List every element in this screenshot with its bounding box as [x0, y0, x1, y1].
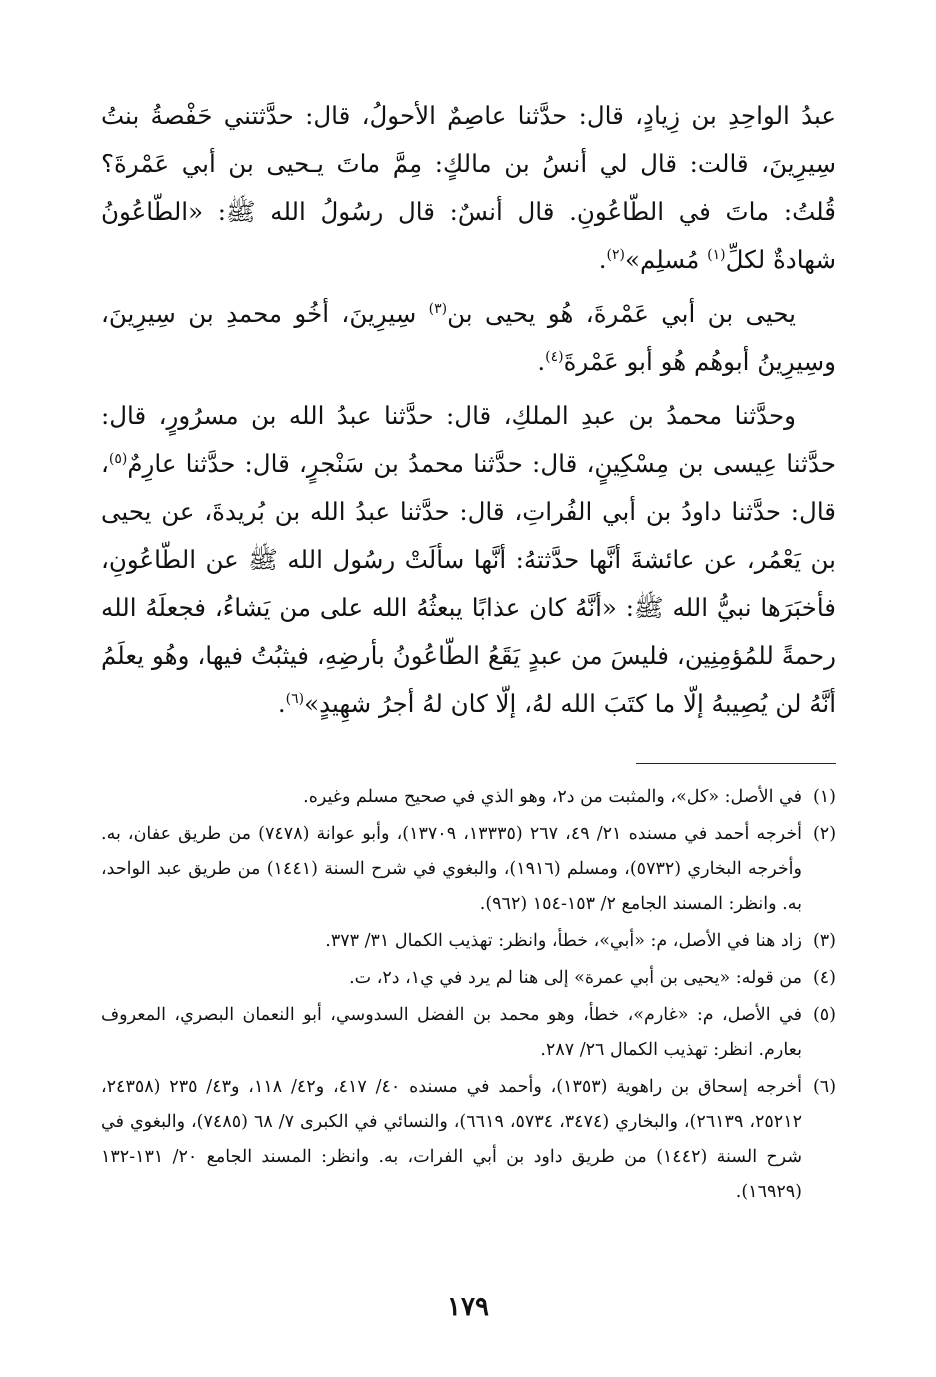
paragraph-2 [101, 290, 836, 386]
paragraph-2-text-b: سِيرِينَ، أخُو محمدِ بن سِيرِينَ، وسِيرِينُ أبوهُم هُو أبو عَمْرةَ [101, 299, 836, 376]
page-number: ١٧٩ [447, 1292, 489, 1322]
paragraph-3-text-c: . [277, 689, 286, 718]
footnote-1-text: في الأصل: «كل»، والمثبت من د٢، وهو الذي في صحيح مسلم وغيره. [303, 787, 802, 807]
footnote-ref-2: (٢) [606, 246, 625, 263]
footnote-ref-3: (٣) [428, 300, 448, 317]
footnote-4 [101, 961, 836, 996]
footnote-3-text: زاد هنا في الأصل، م: «أبي»، خطأ، وانظر: تهذيب الكمال ٣١/ ٣٧٣. [325, 931, 802, 951]
footnote-separator [636, 763, 836, 764]
footnote-4-number: (٤) [812, 968, 836, 988]
paragraph-3-text-b: ، قال: حدَّثنا داودُ بن أبي الفُراتِ، قال: حدَّثنا عبدُ الله بن بُريدةَ، عن يحيى بن يَعْمُر، عن عائشةَ أنَّها حدَّثتهُ: أنَّها سألَتْ رسُول الله ﷺ عن الطّاعُونِ، فأخبَرَها نبيُّ الله ﷺ: «أنَّهُ كان عذابًا يبعثُهُ الله على من يَشاءُ، فجعلَهُ الله رحمةً للمُؤمِنِين، فليسَ من عبدٍ يَقَعُ الطّاعُونُ بأرضِهِ، فيثبُتُ فيها، وهُو يعلَمُ أنَّهُ لن يُصِيبهُ إلّا ما كتَبَ الله لهُ، إلّا كان لهُ أجرُ شهِيدٍ» [101, 449, 836, 718]
footnote-ref-1: (١) [707, 246, 726, 263]
paragraph-2-text-c: . [537, 347, 546, 376]
paragraph-1 [101, 92, 836, 284]
footnote-ref-6: (٦) [285, 690, 305, 707]
footnote-2 [101, 817, 836, 922]
footnote-ref-5: (٥) [108, 450, 128, 467]
footnote-3 [101, 924, 836, 959]
paragraph-2-text-a: يحيى بن أبي عَمْرةَ، هُو يحيى بن [447, 299, 796, 328]
paragraph-3 [101, 392, 836, 728]
footnote-5-text: في الأصل، م: «غارم»، خطأ، وهو محمد بن الفضل السدوسي، أبو النعمان البصري، المعروف بعارم. انظر: تهذيب الكمال ٢٦/ ٢٨٧. [101, 1005, 802, 1060]
footnotes [101, 780, 836, 1212]
paragraph-3-text-a: وحدَّثنا محمدُ بن عبدِ الملكِ، قال: حدَّثنا عبدُ الله بن مسرُورٍ، قال: حدَّثنا عِيسى بن مِسْكِينٍ، قال: حدَّثنا محمدُ بن سَنْجرٍ، قال: حدَّثنا عارِمٌ [101, 401, 836, 478]
footnote-4-text: من قوله: «يحيى بن أبي عمرة» إلى هنا لم يرد في ي١، د٢، ت. [349, 968, 802, 988]
footnote-ref-4: (٤) [545, 348, 564, 365]
footnote-2-text: أخرجه أحمد في مسنده ٢١/ ٤٩، ٢٦٧ (١٣٣٣٥، ١٣٧٠٩)، وأبو عوانة (٧٤٧٨) من طريق عفان، به. وأخرجه البخاري (٥٧٣٢)، ومسلم (١٩١٦)، والبغوي في شرح السنة (١٤٤١) من طريق عبد الواحد، به. وانظر: المسند الجامع ٢/ ١٥٣-١٥٤ (٩٦٢). [101, 824, 803, 914]
footnote-2-number: (٢) [812, 824, 837, 844]
footnote-6 [101, 1070, 836, 1210]
paragraph-1-text-b: مُسلِم» [624, 245, 708, 274]
footnote-1 [101, 780, 836, 815]
paragraph-1-text-a: عبدُ الواحِدِ بن زِيادٍ، قال: حدَّثنا عاصِمٌ الأحولُ، قال: حدَّثتني حَفْصةُ بنتُ سِيرِينَ، قالت: قال لي أنسُ بن مالكٍ: مِمَّ ماتَ يـحيى بن أبي عَمْرةَ؟ قُلتُ: ماتَ في الطّاعُونِ. قال أنسٌ: قال رسُولُ الله ﷺ: «الطّاعُونُ شهادةٌ لكلِّ [101, 101, 836, 274]
footnote-5-number: (٥) [812, 1005, 836, 1025]
footnote-6-text: أخرجه إسحاق بن راهوية (١٣٥٣)، وأحمد في مسنده ٤٠/ ٤١٧، و٤٢/ ١١٨، و٤٣/ ٢٣٥ (٢٤٣٥٨، ٢٥٢١٢، ٢٦١٣٩)، والبخاري (٣٤٧٤، ٥٧٣٤، ٦٦١٩)، والنسائي في الكبرى ٧/ ٦٨ (٧٤٨٥)، والبغوي في شرح السنة (١٤٤٢) من طريق داود بن أبي الفرات، به. وانظر: المسند الجامع ٢٠/ ١٣١-١٣٢ (١٦٩٢٩). [101, 1077, 803, 1202]
footnote-5 [101, 998, 836, 1068]
footnote-3-number: (٣) [812, 931, 836, 951]
footnote-6-number: (٦) [812, 1077, 837, 1097]
footnote-1-number: (١) [812, 787, 836, 807]
paragraph-1-text-c: . [598, 245, 607, 274]
main-text [101, 92, 836, 734]
